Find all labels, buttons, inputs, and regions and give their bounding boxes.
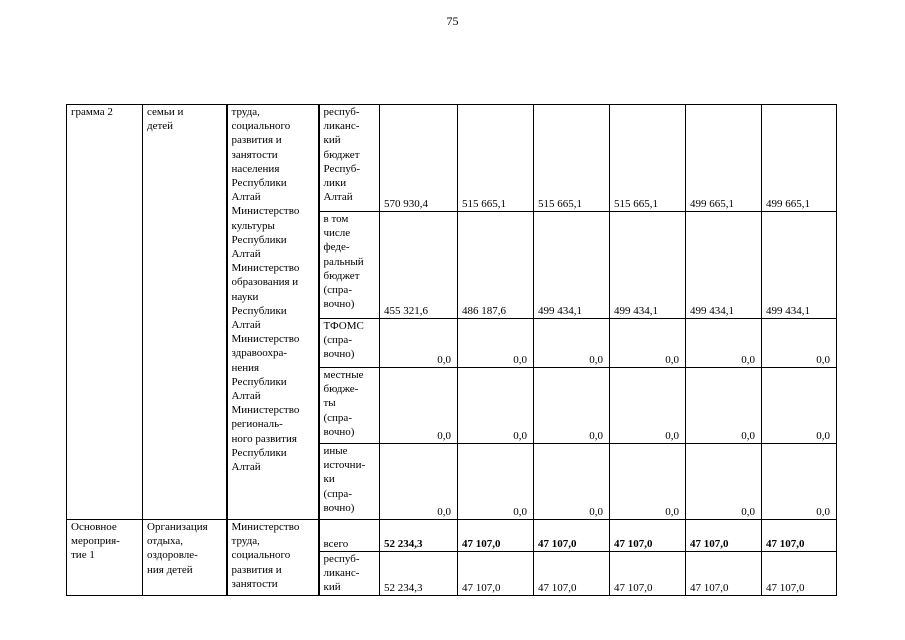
value-cell: 0,0 <box>534 319 610 368</box>
value-cell: 0,0 <box>380 319 458 368</box>
source-cell: ТФОМС (спра- вочно) <box>319 319 380 368</box>
value-cell: 515 665,1 <box>610 105 686 212</box>
goal-cell: семьи и детей <box>143 105 227 520</box>
value-cell: 0,0 <box>380 444 458 520</box>
value-cell: 0,0 <box>534 368 610 444</box>
program-cell: грамма 2 <box>67 105 143 520</box>
value-cell: 0,0 <box>686 368 762 444</box>
value-cell: 47 107,0 <box>762 520 837 552</box>
value-cell: 47 107,0 <box>762 552 837 596</box>
value-cell: 486 187,6 <box>458 212 534 319</box>
value-cell: 47 107,0 <box>686 520 762 552</box>
source-cell: респуб- ликанс- кий <box>319 552 380 596</box>
value-cell: 52 234,3 <box>380 552 458 596</box>
table-row <box>67 520 837 552</box>
value-cell: 0,0 <box>610 319 686 368</box>
value-cell: 499 434,1 <box>534 212 610 319</box>
value-cell: 0,0 <box>762 368 837 444</box>
source-cell: всего <box>319 520 380 552</box>
value-cell: 47 107,0 <box>534 552 610 596</box>
value-cell: 499 665,1 <box>686 105 762 212</box>
executors-cell: Министерство труда, социального развития и занятости <box>227 520 319 596</box>
value-cell: 499 665,1 <box>762 105 837 212</box>
value-cell: 47 107,0 <box>458 552 534 596</box>
value-cell: 0,0 <box>686 444 762 520</box>
source-cell: в том числе феде- ральный бюджет (спра- вочно) <box>319 212 380 319</box>
value-cell: 47 107,0 <box>686 552 762 596</box>
value-cell: 0,0 <box>762 444 837 520</box>
goal-cell: Организация отдыха, оздоровле- ния детей <box>143 520 227 596</box>
value-cell: 47 107,0 <box>458 520 534 552</box>
value-cell: 0,0 <box>610 444 686 520</box>
budget-table <box>66 104 837 596</box>
value-cell: 0,0 <box>534 444 610 520</box>
value-cell: 515 665,1 <box>458 105 534 212</box>
value-cell: 47 107,0 <box>610 552 686 596</box>
value-cell: 0,0 <box>458 319 534 368</box>
page-number: 75 <box>446 14 459 28</box>
value-cell: 52 234,3 <box>380 520 458 552</box>
value-cell: 499 434,1 <box>686 212 762 319</box>
value-cell: 499 434,1 <box>610 212 686 319</box>
value-cell: 0,0 <box>610 368 686 444</box>
table-row <box>67 105 837 212</box>
value-cell: 455 321,6 <box>380 212 458 319</box>
source-cell: респуб- ликанс- кий бюджет Респуб- лики Алтай <box>319 105 380 212</box>
value-cell: 47 107,0 <box>610 520 686 552</box>
value-cell: 570 930,4 <box>380 105 458 212</box>
source-cell: местные бюдже- ты (спра- вочно) <box>319 368 380 444</box>
value-cell: 0,0 <box>458 368 534 444</box>
value-cell: 0,0 <box>458 444 534 520</box>
program-cell: Основное мероприя- тие 1 <box>67 520 143 596</box>
source-cell: иные источни- ки (спра- вочно) <box>319 444 380 520</box>
executors-cell: труда, социального развития и занятости населения Республики Алтай Министерство культуры Республики Алтай Министерство образования и науки Республики Алтай Министерство здравоохра- нения Республики Алтай Министерство региональ- ного развития Республики Алтай <box>227 105 319 520</box>
value-cell: 0,0 <box>762 319 837 368</box>
value-cell: 47 107,0 <box>534 520 610 552</box>
value-cell: 0,0 <box>380 368 458 444</box>
value-cell: 0,0 <box>686 319 762 368</box>
value-cell: 499 434,1 <box>762 212 837 319</box>
value-cell: 515 665,1 <box>534 105 610 212</box>
